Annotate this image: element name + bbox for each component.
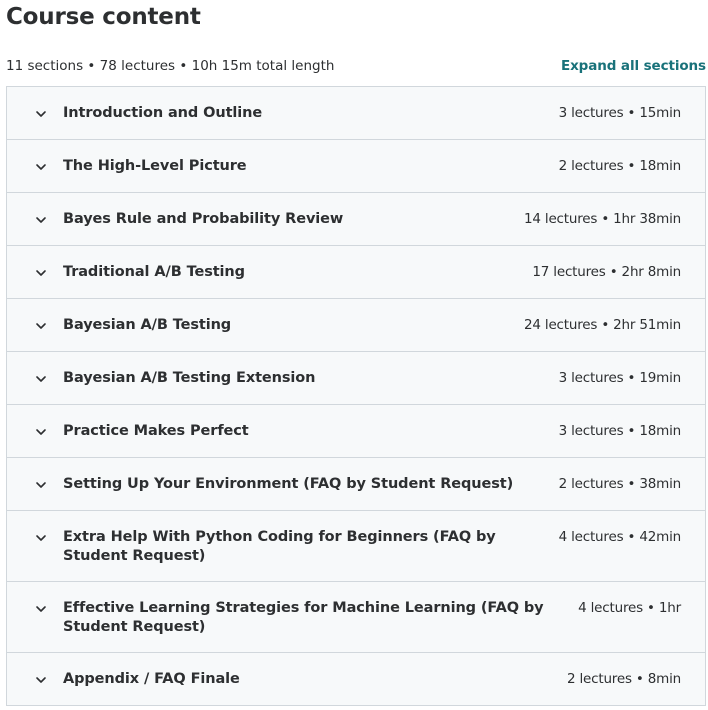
section-row[interactable] bbox=[7, 193, 705, 246]
chevron-down-icon bbox=[34, 106, 48, 120]
section-meta: 14 lectures • 1hr 38min bbox=[524, 211, 681, 227]
course-summary-row bbox=[6, 57, 706, 75]
chevron-down-icon bbox=[34, 212, 48, 226]
section-title: Bayesian A/B Testing bbox=[63, 317, 232, 333]
page-title: Course content bbox=[6, 4, 201, 30]
expand-all-sections-button[interactable]: Expand all sections bbox=[560, 58, 706, 74]
section-row[interactable] bbox=[7, 246, 705, 299]
sections-accordion bbox=[6, 86, 706, 706]
section-title: Practice Makes Perfect bbox=[63, 423, 249, 439]
section-meta: 24 lectures • 2hr 51min bbox=[524, 317, 681, 333]
chevron-down-icon bbox=[34, 601, 48, 615]
section-title: Setting Up Your Environment (FAQ by Student Request) bbox=[63, 476, 514, 492]
course-summary: 11 sections • 78 lectures • 10h 15m total length bbox=[6, 58, 335, 74]
section-meta: 4 lectures • 42min bbox=[558, 529, 681, 545]
section-row[interactable] bbox=[7, 352, 705, 405]
section-row[interactable] bbox=[7, 458, 705, 511]
section-meta: 3 lectures • 19min bbox=[558, 370, 681, 386]
chevron-down-icon bbox=[34, 672, 48, 686]
section-title: Bayes Rule and Probability Review bbox=[63, 211, 344, 227]
section-title: Extra Help With Python Coding for Beginners (FAQ by Student Request) bbox=[63, 529, 496, 564]
section-row[interactable] bbox=[7, 653, 705, 706]
section-meta: 2 lectures • 8min bbox=[567, 671, 681, 687]
section-row[interactable] bbox=[7, 140, 705, 193]
section-title: Introduction and Outline bbox=[63, 105, 263, 121]
section-row[interactable] bbox=[7, 405, 705, 458]
chevron-down-icon bbox=[34, 159, 48, 173]
section-row[interactable] bbox=[7, 582, 705, 653]
section-meta: 17 lectures • 2hr 8min bbox=[532, 264, 681, 280]
chevron-down-icon bbox=[34, 318, 48, 332]
section-title: Effective Learning Strategies for Machine Learning (FAQ by Student Request) bbox=[63, 600, 544, 635]
section-row[interactable] bbox=[7, 299, 705, 352]
chevron-down-icon bbox=[34, 265, 48, 279]
section-row[interactable] bbox=[7, 87, 705, 140]
section-title: The High-Level Picture bbox=[63, 158, 247, 174]
chevron-down-icon bbox=[34, 371, 48, 385]
section-title: Appendix / FAQ Finale bbox=[63, 671, 240, 687]
chevron-down-icon bbox=[34, 424, 48, 438]
section-meta: 3 lectures • 18min bbox=[558, 423, 681, 439]
section-row[interactable] bbox=[7, 511, 705, 582]
section-meta: 4 lectures • 1hr bbox=[578, 600, 681, 616]
chevron-down-icon bbox=[34, 477, 48, 491]
chevron-down-icon bbox=[34, 530, 48, 544]
section-meta: 3 lectures • 15min bbox=[558, 105, 681, 121]
section-title: Bayesian A/B Testing Extension bbox=[63, 370, 316, 386]
section-meta: 2 lectures • 38min bbox=[558, 476, 681, 492]
section-meta: 2 lectures • 18min bbox=[558, 158, 681, 174]
section-title: Traditional A/B Testing bbox=[63, 264, 245, 280]
